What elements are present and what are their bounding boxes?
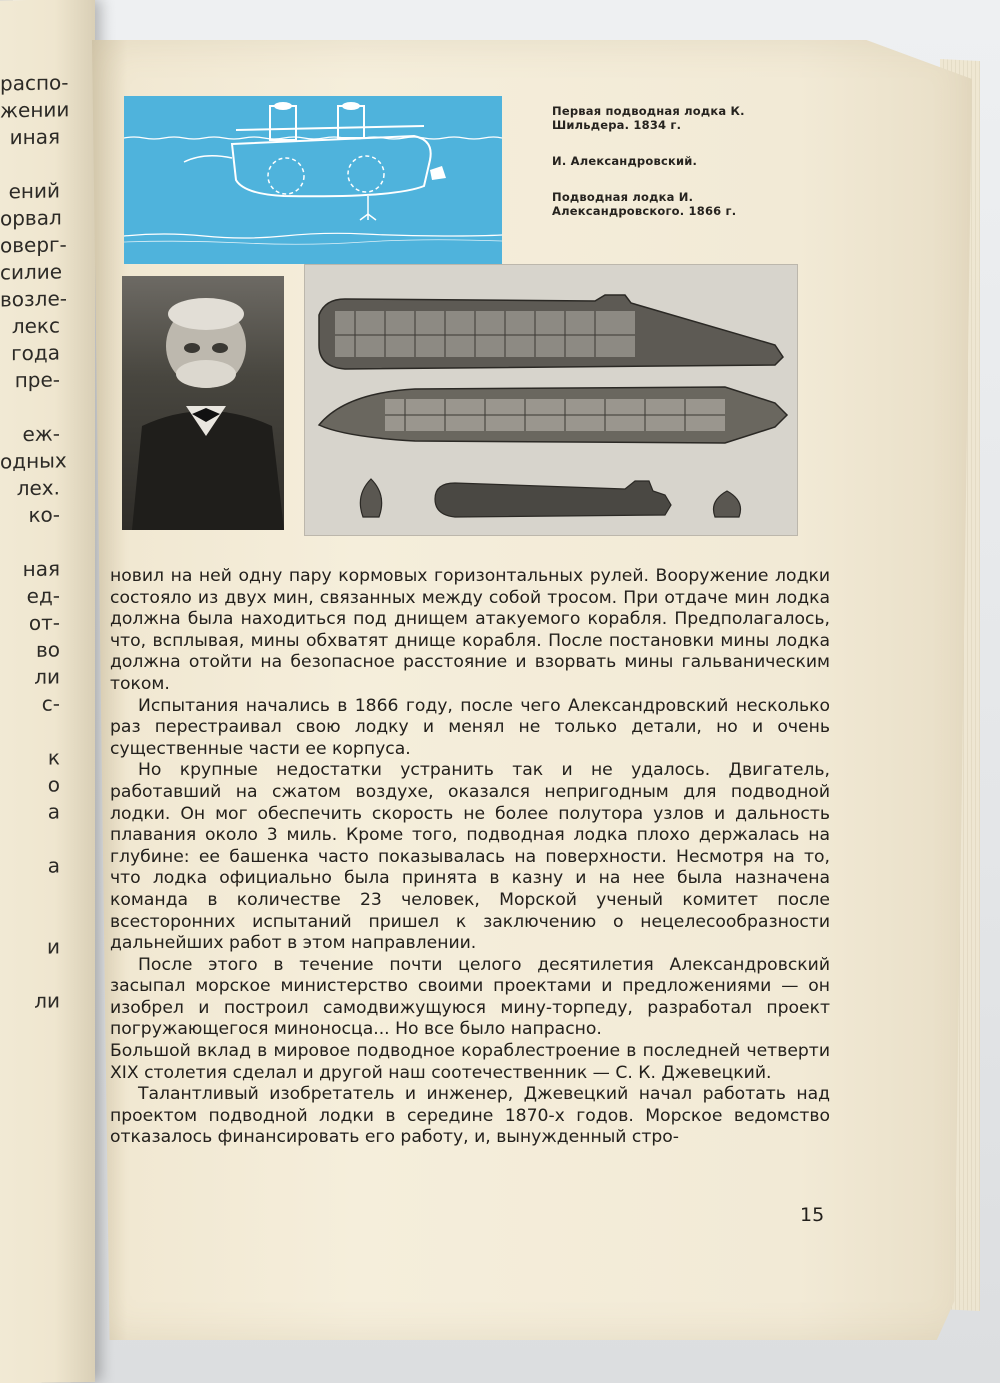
stern-rudder: [430, 166, 446, 180]
previous-page-fragment: ли: [34, 988, 60, 1013]
deck-rail: [236, 126, 424, 130]
previous-page-fragment: [0, 879, 60, 907]
previous-page-fragment: с-: [41, 691, 60, 716]
figure-captions: [552, 104, 788, 240]
previous-page-fragment: ная: [22, 556, 60, 582]
previous-page-fragment: ли: [34, 664, 60, 689]
oar-circle-left: [268, 158, 304, 194]
previous-page-text-fragments: [0, 69, 70, 1096]
previous-page-fragment: оверг-: [0, 232, 67, 258]
bow-spar: [184, 156, 232, 162]
previous-page-fragment: от-: [28, 610, 60, 635]
previous-page-fragment: возле-: [0, 286, 67, 312]
aleksandrovsky-portrait-photo: [122, 276, 284, 530]
previous-page-fragment: [0, 1068, 60, 1096]
previous-page-fragment: [0, 717, 60, 745]
portrait-eye-right: [212, 343, 228, 353]
conning-tower-right: [338, 106, 364, 138]
oar-circle-right: [348, 156, 384, 192]
body-text: [110, 566, 830, 1149]
previous-page-fragment: года: [11, 340, 60, 366]
paragraph-3: Но крупные недостатки устранить так и не удалось. Двигатель, работавший на сжатом воздухе, оказался непригодным для подводной лодки. Он мог обеспечить скорость не более полутора узлов и дальность плавания около 3 миль. Кроме того, подводная лодка плохо держалась на глубине: ее башенка часто показывалась на поверхности. Несмотря на то, что лодка официально была принята в казну и на нее была назначена команда в количестве 23 человек, Морской ученый комитет после всесторонних испытаний пришел к заключению о нецелесообразности дальнейших работ в этом направлении.: [110, 760, 830, 954]
submarine-hull: [232, 136, 431, 196]
schilder-submarine-drawing: [124, 96, 502, 264]
previous-page-fragment: жении: [0, 97, 70, 123]
schilder-submarine-illustration: [124, 96, 502, 264]
caption-aleksandrovsky-portrait: И. Александровский.: [552, 154, 698, 168]
previous-page-fragment: [0, 825, 60, 853]
bow-section: [360, 479, 381, 517]
paragraph-4: После этого в течение почти целого десятилетия Александровский засыпал морское министерство своими проектами и предложениями — он изобрел и построил самодвижущуюся мину-торпеду, разработал проект погружающегося миноносца... Но все было напрасно.: [110, 954, 830, 1040]
paragraph-2: Испытания начались в 1866 году, после чего Александровский несколько раз перестраивал свою лодку и менял не только детали, но и очень существенные части ее корпуса.: [110, 695, 830, 759]
stern-section: [714, 491, 741, 517]
side-cutaway-interior: [335, 311, 635, 357]
previous-page-fragment: и: [47, 934, 60, 959]
portrait-drawing: [122, 276, 284, 530]
seabed-line: [124, 233, 502, 238]
previous-page-fragment: [0, 906, 60, 934]
previous-page-fragment: [0, 1014, 60, 1042]
previous-page-fragment: а: [47, 853, 60, 878]
aleksandrovsky-submarine-illustration: [304, 264, 798, 536]
previous-page-fragment: [0, 528, 60, 556]
caption-aleksandrovsky-submarine: Подводная лодка И. Александровского. 1866 г.: [552, 190, 737, 218]
caption-schilder: Первая подводная лодка К. Шильдера. 1834 г.: [552, 104, 745, 132]
previous-page-fragment: еж-: [22, 421, 60, 447]
submarine-cutaway-drawing: [305, 265, 799, 537]
previous-page-fragment: одных: [0, 448, 67, 474]
previous-page-fragment: а: [47, 799, 60, 824]
conning-tower-left: [270, 106, 296, 140]
previous-page-fragment: пре-: [14, 367, 60, 393]
paragraph-5: Большой вклад в мировое подводное кораблестроение в последней четверти XIX столетия сделал и другой наш соотечественник — С. К. Джевецкий.: [110, 1041, 830, 1083]
previous-page-fragment: [0, 960, 60, 988]
portrait-hair: [168, 298, 244, 330]
portrait-mustache: [176, 360, 236, 388]
tower-hatch-left: [274, 102, 292, 110]
previous-page-edge: [0, 0, 95, 1383]
seabed-line-2: [124, 240, 502, 245]
previous-page-fragment: лех.: [16, 475, 60, 501]
previous-page-fragment: ений: [8, 178, 60, 204]
water-surface: [124, 137, 502, 139]
previous-page-fragment: иная: [9, 124, 60, 150]
previous-page-fragment: ед-: [26, 583, 60, 609]
previous-page-fragment: во: [35, 637, 60, 662]
paragraph-1: новил на ней одну пару кормовых горизонтальных рулей. Вооружение лодки состояло из двух мин, связанных между собой тросом. При отдаче мин лодка должна была находиться под днищем атакуемого корабля. Предполагалось, что, всплывая, мины обхватят днище корабля. После постановки мины лодка должна отойти на безопасное расстояние и взорвать мины гальваническим током.: [110, 566, 830, 694]
previous-page-fragment: к: [47, 745, 60, 770]
previous-page-fragment: орвал: [0, 205, 62, 231]
previous-page-fragment: о: [47, 772, 60, 797]
previous-page-fragment: лекс: [11, 313, 60, 339]
previous-page-fragment: [0, 150, 60, 178]
page-number: 15: [800, 1204, 825, 1226]
small-side-view: [435, 481, 671, 517]
portrait-eye-left: [184, 343, 200, 353]
previous-page-fragment: [0, 393, 60, 421]
paragraph-6: Талантливый изобретатель и инженер, Джевецкий начал работать над проектом подводной лодки в середине 1870-х годов. Морское ведомство отказалось финансировать его работу, и, вынужденный стро-: [110, 1084, 830, 1148]
previous-page-fragment: силие: [0, 259, 63, 285]
previous-page-fragment: распо-: [0, 70, 69, 96]
previous-page-fragment: ко-: [28, 502, 60, 527]
previous-page-fragment: [0, 1041, 60, 1069]
tower-hatch-right: [342, 102, 360, 110]
